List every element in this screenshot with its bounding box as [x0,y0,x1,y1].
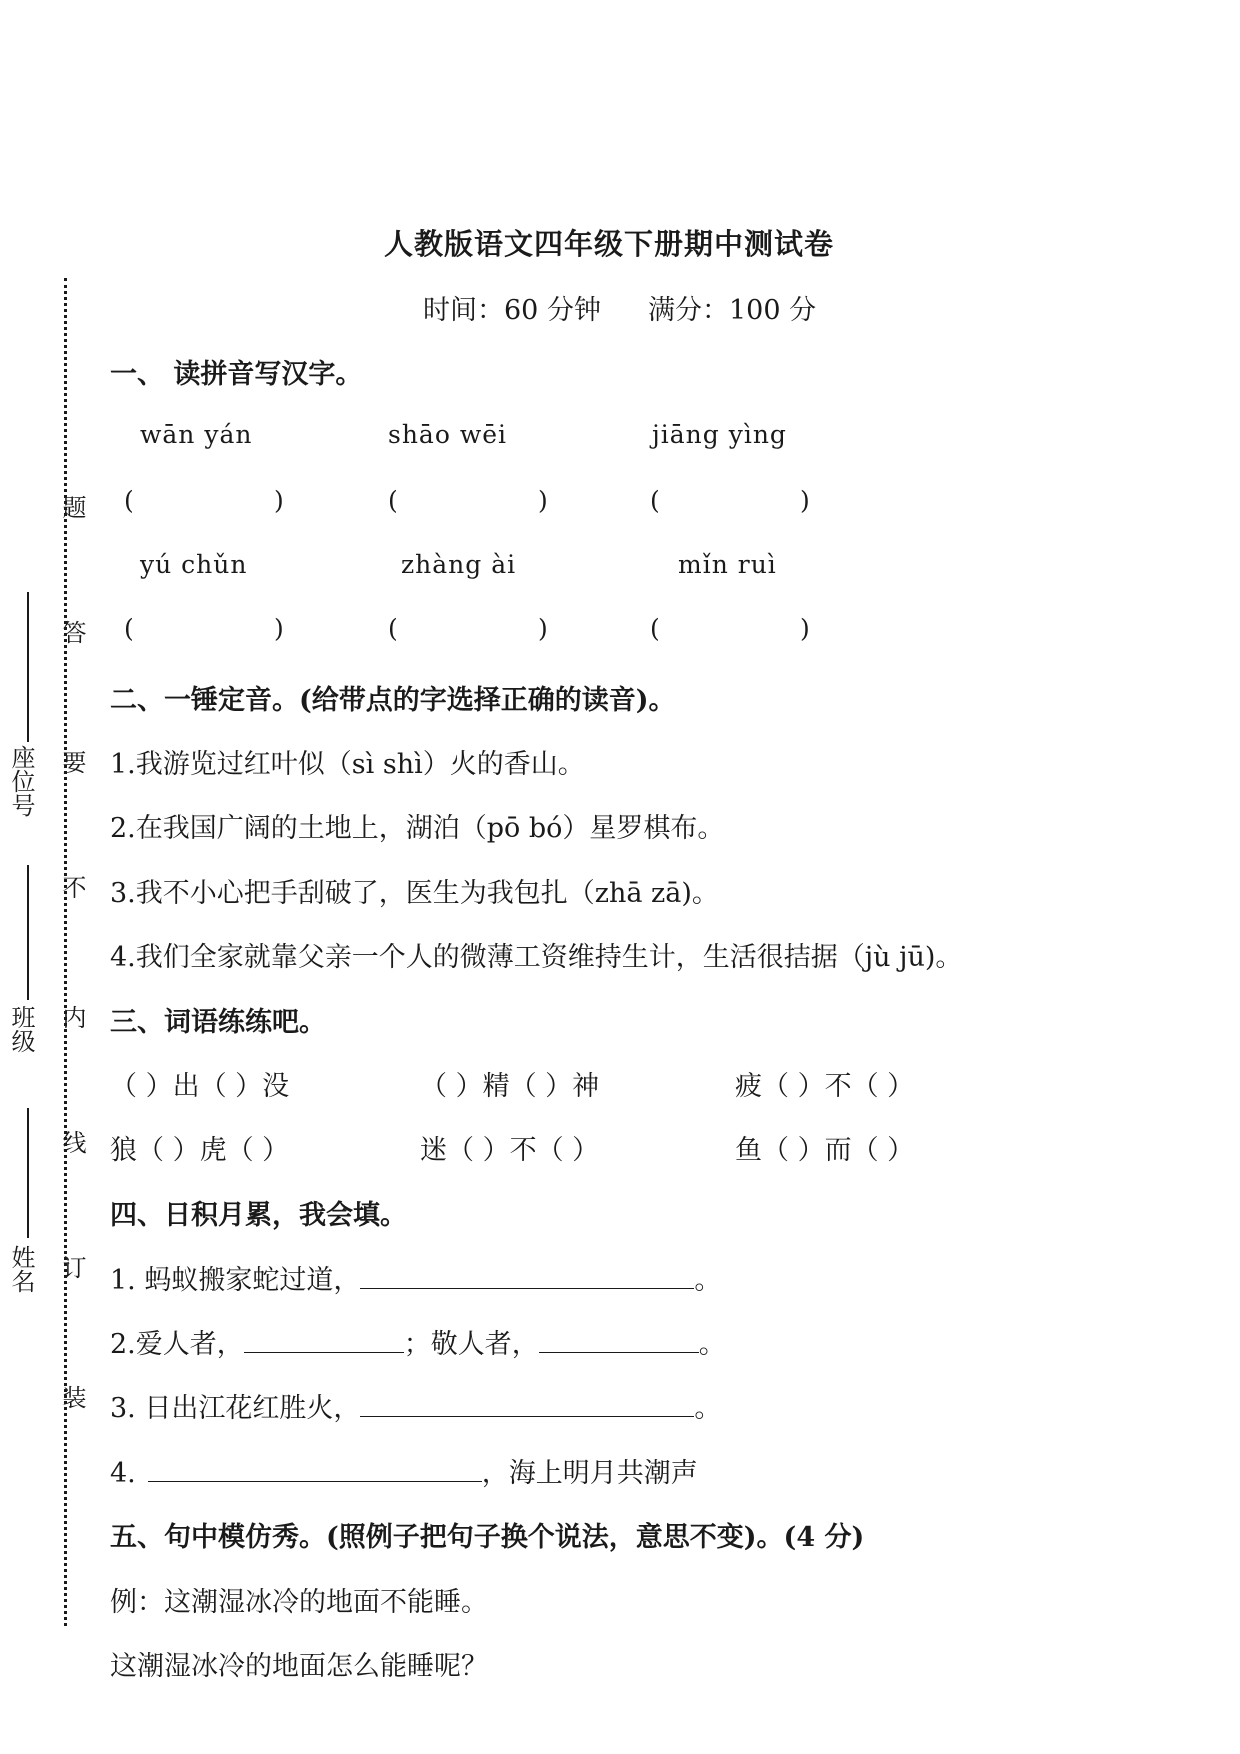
pinyin-zhang-ai: zhàng ài [401,550,517,579]
question-item: 2.在我国广阔的土地上，湖泊（pō bó）星罗棋布。 [110,813,725,844]
section1-heading: 一、 读拼音写汉字。 [110,359,363,390]
fill-line-2-suffix: 。 [698,1329,726,1360]
pinyin-yu-chun: yú chǔn [140,550,248,579]
fill-line-2-mid: ；敬人者， [403,1329,539,1360]
idiom-blank: 疲（ ）不（ ） [735,1071,915,1102]
example-sentence: 例：这潮湿冰冷的地面不能睡。 [110,1587,488,1618]
binding-char: 装 [58,1385,86,1409]
example-answer: 这潮湿冰冷的地面怎么能睡呢？ [110,1651,488,1682]
fill-blank[interactable] [148,1457,482,1482]
answer-paren-open: ( [124,614,134,643]
question-item: 1.我游览过红叶似（sì shì）火的香山。 [110,749,585,780]
name-blank-line [27,1108,29,1238]
fill-line-1-prefix: 1. 蚂蚁搬家蛇过道， [110,1265,361,1296]
answer-paren-close: ) [800,614,810,643]
binding-char: 题 [58,495,86,519]
fill-line-4-prefix: 4. [110,1458,136,1489]
fill-blank[interactable] [360,1392,694,1417]
binding-char: 不 [58,875,86,899]
fill-blank[interactable] [244,1328,404,1353]
time-info: 时间：60 分钟 [423,295,601,326]
answer-paren-open: ( [650,486,660,515]
fill-line-2-prefix: 2.爱人者， [110,1329,244,1360]
binding-char: 订 [58,1255,86,1279]
idiom-blank: 狼（ ）虎（ ） [110,1135,290,1166]
idiom-blank: （ ）出（ ）没 [110,1071,290,1102]
idiom-blank: 鱼（ ）而（ ） [735,1135,915,1166]
pinyin-wan-yan: wān yán [140,420,253,449]
fill-line-4-suffix: ，海上明月共潮声 [481,1458,698,1489]
fill-line-1-suffix: 。 [694,1265,722,1296]
answer-paren-open: ( [124,486,134,515]
fill-line-1 [110,1258,721,1297]
binding-dotted-line [64,278,67,1626]
section5-heading: 五、句中模仿秀。(照例子把句子换个说法，意思不变)。(4 分) [110,1522,865,1553]
binding-char: 内 [58,1005,86,1029]
answer-paren-open: ( [388,614,398,643]
answer-paren-open: ( [388,486,398,515]
fill-line-2 [110,1322,726,1361]
fill-blank[interactable] [360,1264,694,1289]
pinyin-shao-wei: shāo wēi [388,420,508,449]
binding-char: 线 [58,1130,86,1154]
answer-paren-close: ) [538,614,548,643]
fill-blank[interactable] [539,1328,699,1353]
answer-paren-close: ) [274,486,284,515]
seat-blank-line [27,592,29,742]
section2-heading: 二、一锤定音。(给带点的字选择正确的读音)。 [110,685,676,716]
fill-line-3-suffix: 。 [694,1393,722,1424]
section4-heading: 四、日积月累，我会填。 [110,1200,407,1231]
answer-paren-close: ) [274,614,284,643]
idiom-blank: （ ）精（ ）神 [420,1071,600,1102]
class-blank-line [27,865,29,1000]
pinyin-min-rui: mǐn ruì [678,550,777,579]
fill-line-3-prefix: 3. 日出江花红胜火， [110,1393,361,1424]
page-title: 人教版语文四年级下册期中测试卷 [384,227,835,261]
question-item: 4.我们全家就靠父亲一个人的微薄工资维持生计，生活很拮据（jù jū)。 [110,942,963,973]
seat-label: 座位号 [7,745,35,817]
fill-line-4 [110,1451,698,1490]
binding-char: 答 [58,620,86,644]
fill-line-3 [110,1386,721,1425]
class-label: 班级 [7,1005,35,1053]
answer-paren-open: ( [650,614,660,643]
pinyin-jiang-ying: jiāng yìng [652,420,787,449]
score-info: 满分：100 分 [648,295,817,326]
name-label: 姓名 [7,1245,35,1293]
binding-char: 要 [58,750,86,774]
answer-paren-close: ) [538,486,548,515]
idiom-blank: 迷（ ）不（ ） [420,1135,600,1166]
answer-paren-close: ) [800,486,810,515]
section3-heading: 三、词语练练吧。 [110,1007,326,1038]
question-item: 3.我不小心把手刮破了，医生为我包扎（zhā zā)。 [110,878,719,909]
